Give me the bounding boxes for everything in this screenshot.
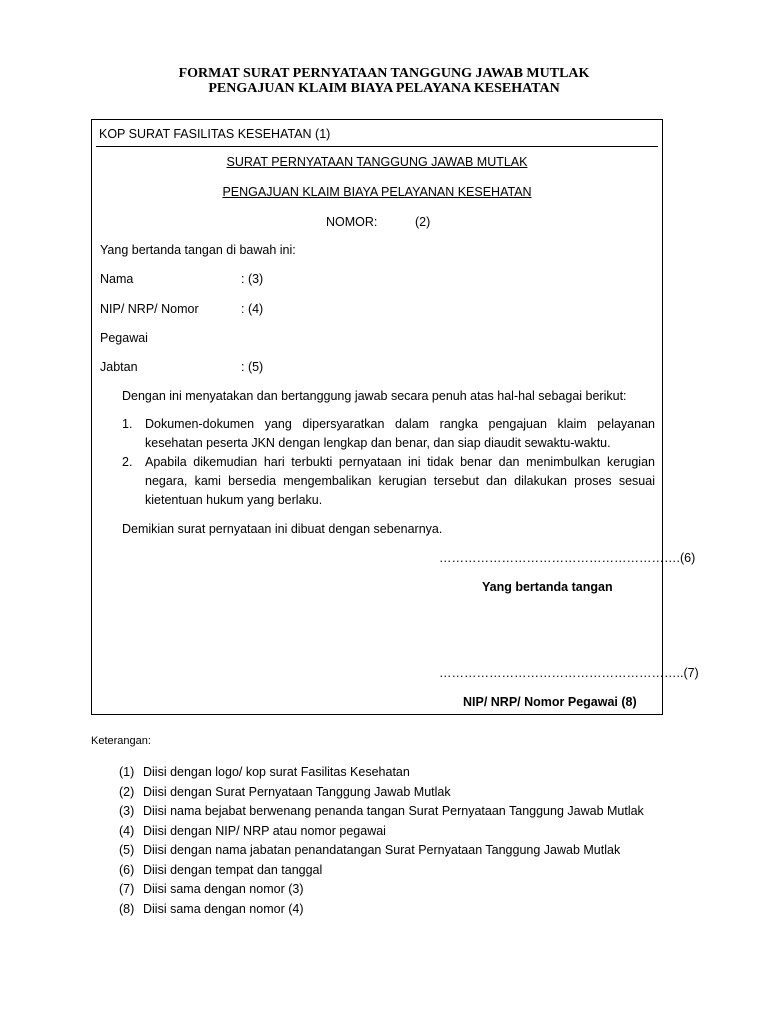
note-text: Diisi dengan NIP/ NRP atau nomor pegawai	[143, 823, 386, 838]
list-item	[119, 802, 644, 822]
field-label-nip: NIP/ NRP/ Nomor	[100, 302, 199, 316]
notes-label: Keterangan:	[91, 735, 151, 747]
intro-text: Yang bertanda tangan di bawah ini:	[100, 243, 296, 257]
note-number: (3)	[119, 804, 135, 818]
note-text: Diisi dengan nama jabatan penandatangan Surat Pernyataan Tanggung Jawab Mutlak	[143, 843, 621, 857]
note-number: (2)	[119, 784, 135, 799]
note-number: (4)	[119, 823, 135, 838]
note-text: Diisi dengan tempat dan tanggal	[143, 862, 323, 877]
note-text: Diisi dengan Surat Pernyataan Tanggung Jawab Mutlak	[143, 784, 451, 799]
list-item	[119, 861, 644, 881]
letter-heading-2: PENGAJUAN KLAIM BIAYA PELAYANAN KESEHATAN	[222, 185, 532, 199]
kop-divider	[96, 146, 658, 147]
note-number: (1)	[119, 765, 135, 779]
list-item	[119, 822, 644, 842]
note-text: Diisi nama bejabat berwenang penanda tangan Surat Pernyataan Tanggung Jawab Mutlak	[143, 804, 644, 818]
note-number: (8)	[119, 901, 135, 916]
note-number: (5)	[119, 843, 135, 857]
note-text: Diisi sama dengan nomor (3)	[143, 882, 304, 896]
signer-label: Yang bertanda tangan	[482, 580, 613, 594]
list-item	[119, 841, 644, 861]
list-item	[119, 900, 644, 920]
list-item-text: Apabila dikemudian hari terbukti pernyataan ini tidak benar dan menimbulkan kerugian negara, kami bersedia mengembalikan kerugian tersebut dan dilakukan proses sesuai kietentuan hukum yang berlaku.	[145, 455, 655, 507]
statement-text: Dengan ini menyatakan dan bertanggung jawab secara penuh atas hal-hal sebagai berikut:	[122, 389, 627, 403]
document-title-line-2: PENGAJUAN KLAIM BIAYA PELAYANA KESEHATAN	[208, 81, 560, 96]
nomor-value: (2)	[415, 215, 431, 229]
list-item	[119, 763, 644, 783]
field-label-jabatan: Jabtan	[100, 360, 138, 374]
field-value-jabatan: : (5)	[241, 360, 264, 374]
list-item-text: Dokumen-dokumen yang dipersyaratkan dalam rangka pengajuan klaim pelayanan kesehatan peserta JKN dengan lengkap dan benar, dan siap diaudit sewaktu-waktu.	[145, 417, 655, 450]
field-label-pegawai: Pegawai	[100, 331, 148, 345]
field-value-nip: : (4)	[241, 302, 264, 316]
nomor-label: NOMOR:	[326, 215, 378, 229]
place-date-line: ………………………………………………….(6)	[439, 551, 696, 565]
note-number: (7)	[119, 882, 135, 896]
note-number: (6)	[119, 862, 135, 877]
document-title-line-1: FORMAT SURAT PERNYATAAN TANGGUNG JAWAB MUTLAK	[178, 66, 590, 81]
list-item-number: 1.	[122, 417, 133, 431]
letter-heading-1: SURAT PERNYATAAN TANGGUNG JAWAB MUTLAK	[226, 155, 528, 169]
letter-template-box	[91, 119, 699, 715]
field-value-nama: : (3)	[241, 272, 264, 286]
list-item	[119, 783, 644, 803]
note-text: Diisi sama dengan nomor (4)	[143, 901, 304, 916]
signature-line: …………………………………………………..(7)	[439, 666, 699, 680]
list-item-number: 2.	[122, 455, 133, 469]
kop-surat-label: KOP SURAT FASILITAS KESEHATAN (1)	[99, 127, 331, 141]
list-item	[119, 880, 644, 900]
note-text: Diisi dengan logo/ kop surat Fasilitas Kesehatan	[143, 765, 410, 779]
closing-text: Demikian surat pernyataan ini dibuat dengan sebenarnya.	[122, 522, 443, 536]
notes-list	[119, 763, 644, 919]
nip-label: NIP/ NRP/ Nomor Pegawai (8)	[463, 695, 637, 709]
field-label-nama: Nama	[100, 272, 134, 286]
